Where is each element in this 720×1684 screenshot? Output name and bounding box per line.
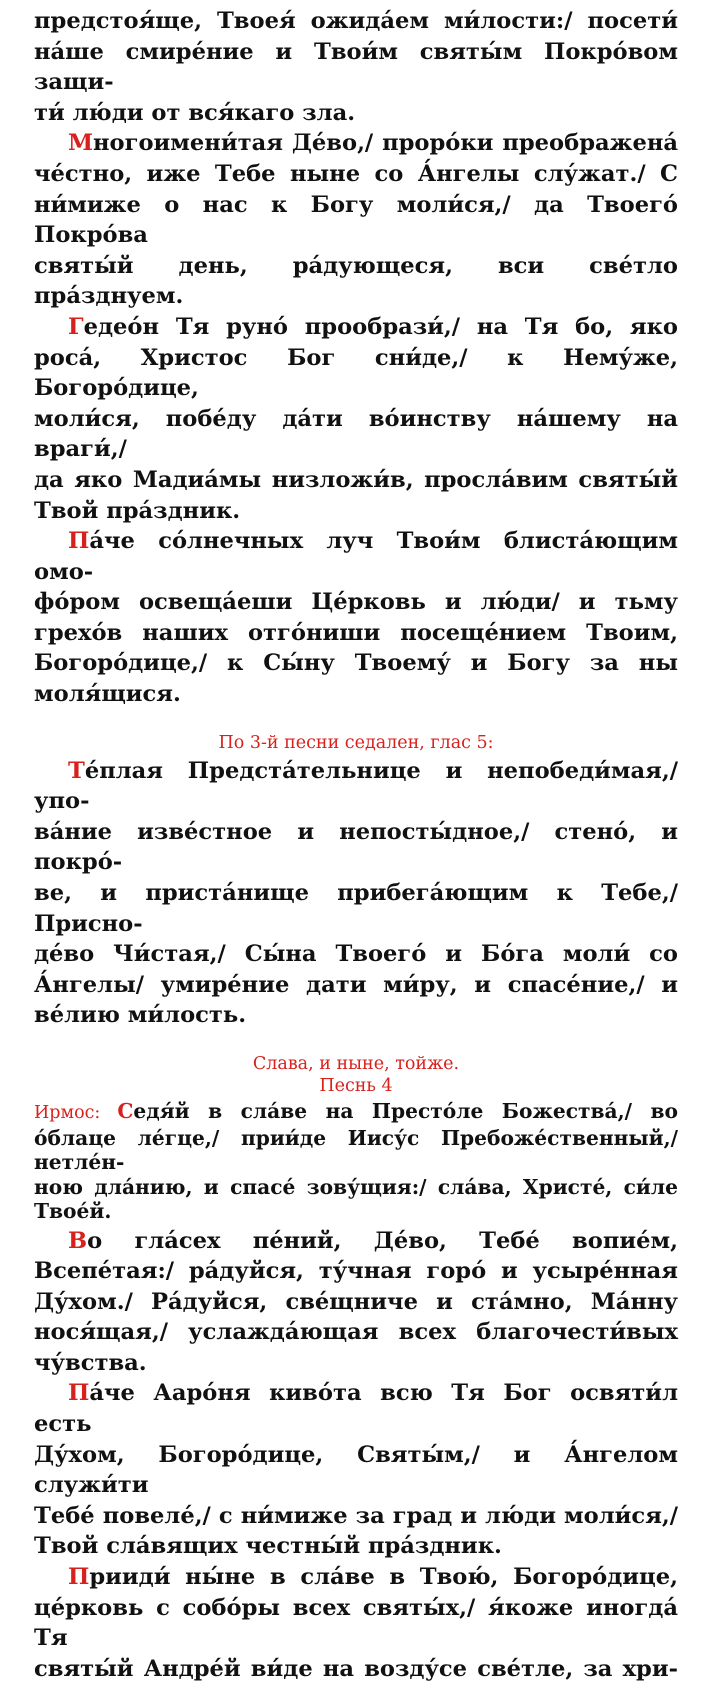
text-line <box>34 1501 678 1532</box>
red-initial-letter: Т <box>68 757 85 784</box>
text-line <box>34 1256 678 1287</box>
line-text: святы́й день, ра́дующеся, вси све́тло пра́зднуем. <box>34 252 678 310</box>
line-text: це́рковь с собо́ры всех святы́х,/ я́коже иногда́ Тя <box>34 1594 678 1652</box>
text-line <box>34 159 678 190</box>
line-text: едя́й в сла́ве на Престо́ле Божества́,/ во <box>133 1099 679 1123</box>
text-line <box>34 251 678 312</box>
line-text: святы́й Андре́й ви́де на возду́се све́тле, за хри- <box>34 1655 678 1682</box>
line-text: Ду́хом, Богоро́дице, Святы́м,/ и А́нгелом служи́ти <box>34 1441 678 1499</box>
line-text: Твое́й. <box>34 1199 112 1223</box>
text-line <box>34 1126 678 1175</box>
rubric-line: Песнь 4 <box>319 1076 393 1096</box>
line-text: моля́щися. <box>34 681 181 708</box>
red-initial-letter: П <box>68 1564 90 1591</box>
line-text: фо́ром освеща́еши Це́рковь и лю́ди/ и тьму <box>34 589 678 616</box>
line-text: Твой сла́вящих честны́й пра́здник. <box>34 1533 502 1560</box>
line-text: да яко Мадиа́мы низложи́в, просла́вим святы́й <box>34 466 678 493</box>
line-text: грехо́в наших отго́ниши посеще́нием Твоим, <box>34 619 678 646</box>
text-line <box>34 6 678 37</box>
text-line <box>34 679 678 710</box>
text-line <box>34 1654 678 1684</box>
text-line <box>34 1199 678 1224</box>
text-paragraph <box>34 128 678 312</box>
text-line <box>34 1000 678 1031</box>
text-line <box>34 312 678 343</box>
text-line <box>34 648 678 679</box>
text-paragraph <box>34 1562 678 1684</box>
text-line <box>34 1226 678 1257</box>
red-initial-letter: Г <box>68 313 84 340</box>
text-paragraph <box>34 1378 678 1562</box>
text-line <box>34 1287 678 1318</box>
text-line <box>34 756 678 817</box>
line-text: Ду́хом./ Ра́дуйся, све́щниче и ста́мно, Ма́нну <box>34 1288 678 1315</box>
line-text: е́плая Предста́тельнице и непобеди́мая,/ упо- <box>34 757 678 815</box>
line-text: ногоимени́тая Де́во,/ проро́ки преображена́ <box>93 130 678 157</box>
rubric-heading <box>34 732 678 754</box>
line-text: ве́лию ми́лость. <box>34 1002 247 1029</box>
line-text: о гла́сех пе́ний, Де́во, Тебе́ вопие́м, <box>87 1227 678 1254</box>
text-paragraph <box>34 756 678 1031</box>
text-line <box>34 343 678 404</box>
text-line <box>34 1440 678 1501</box>
text-line <box>34 1593 678 1654</box>
text-paragraph <box>34 312 678 526</box>
line-text: ве, и приста́нище прибега́ющим к Тебе,/ Присно- <box>34 880 678 937</box>
line-text: Твой пра́здник. <box>34 497 241 524</box>
text-line <box>34 190 678 251</box>
text-line <box>34 128 678 159</box>
text-line <box>34 939 678 970</box>
text-line <box>34 1317 678 1348</box>
line-text: а́че Ааро́ня киво́та всю Тя Бог освяти́л есть <box>34 1380 678 1438</box>
line-text: ти́ лю́ди от вся́каго зла. <box>34 99 356 126</box>
line-text: едео́н Тя руно́ прообрази́,/ на Тя бо, яко <box>83 313 678 340</box>
text-line <box>34 1348 678 1379</box>
line-text: Тебе́ повеле́,/ с ни́миже за град и лю́ди моли́ся,/ <box>34 1502 678 1529</box>
text-paragraph <box>34 526 678 710</box>
line-text: рииди́ ны́не в сла́ве в Твою́, Богоро́дице, <box>89 1564 678 1591</box>
rubric-line: Слава, и ныне, тойже. <box>252 1054 460 1074</box>
line-text: о́блаце ле́гце,/ прии́де Иису́с Пребоже́ственный,/ нетле́н- <box>34 1125 678 1174</box>
red-initial-letter: С <box>117 1099 134 1123</box>
page-body <box>34 6 678 1684</box>
line-text: предстоя́ще, Твоея́ ожида́ем ми́лости:/ посети́ <box>34 8 678 34</box>
text-line <box>34 587 678 618</box>
irmos-label: Ирмос: <box>34 1103 118 1123</box>
line-text: ною дла́нию, и спасе́ зову́щия:/ сла́ва, Христе́, си́ле <box>34 1174 678 1199</box>
text-line <box>34 1562 678 1593</box>
text-paragraph <box>34 1099 678 1224</box>
text-line <box>34 970 678 1001</box>
line-text: А́нгелы/ умире́ние дати ми́ру, и спасе́ние,/ и <box>34 971 678 998</box>
line-text: че́стно, иже Тебе ныне со А́нгелы слу́жат./ С <box>34 160 678 187</box>
line-text: ва́ние изве́стное и непосты́дное,/ стено́, и покро́- <box>34 818 678 876</box>
line-text: де́во Чи́стая,/ Сы́на Твоего́ и Бо́га моли́ со <box>34 941 678 968</box>
text-line <box>34 817 678 878</box>
text-line <box>34 465 678 496</box>
text-line <box>34 878 678 939</box>
line-text: ни́мижe о нас к Богу моли́ся,/ да Твоего́ Покро́ва <box>34 191 678 249</box>
red-initial-letter: М <box>68 130 94 157</box>
text-line <box>34 526 678 587</box>
text-line <box>34 1531 678 1562</box>
text-line <box>34 98 678 129</box>
rubric-heading <box>34 1053 678 1097</box>
line-text: роса́, Христос Бог сни́де,/ к Нему́же, Богоро́дице, <box>34 344 678 402</box>
red-initial-letter: В <box>68 1227 88 1254</box>
red-initial-letter: П <box>68 1380 90 1407</box>
red-initial-letter: П <box>68 528 90 555</box>
text-line <box>34 404 678 465</box>
line-text: на́ше смире́ние и Твои́м святы́м Покро́вом защи- <box>34 38 678 96</box>
line-text: Всепе́тая:/ ра́дуйся, ту́чная горо́ и усыре́нная <box>34 1258 678 1285</box>
line-text: Богоро́дице,/ к Сы́ну Твоему́ и Богу за ны <box>34 650 678 677</box>
line-text: а́че со́лнечных луч Твои́м блиста́ющим омо- <box>34 528 678 585</box>
text-line <box>34 37 678 98</box>
text-paragraph <box>34 6 678 128</box>
line-text: чу́вства. <box>34 1349 147 1376</box>
text-line <box>34 618 678 649</box>
text-paragraph <box>34 1226 678 1379</box>
text-line <box>34 1175 678 1200</box>
text-line <box>34 496 678 527</box>
text-line <box>34 1378 678 1439</box>
line-text: моли́ся, побе́ду да́ти во́инству на́шему на враги́,/ <box>34 405 678 463</box>
line-text: нося́щая,/ услажда́ющая всех благочести́вых <box>34 1319 678 1346</box>
rubric-line: По 3-й песни седален, глас 5: <box>218 732 494 753</box>
